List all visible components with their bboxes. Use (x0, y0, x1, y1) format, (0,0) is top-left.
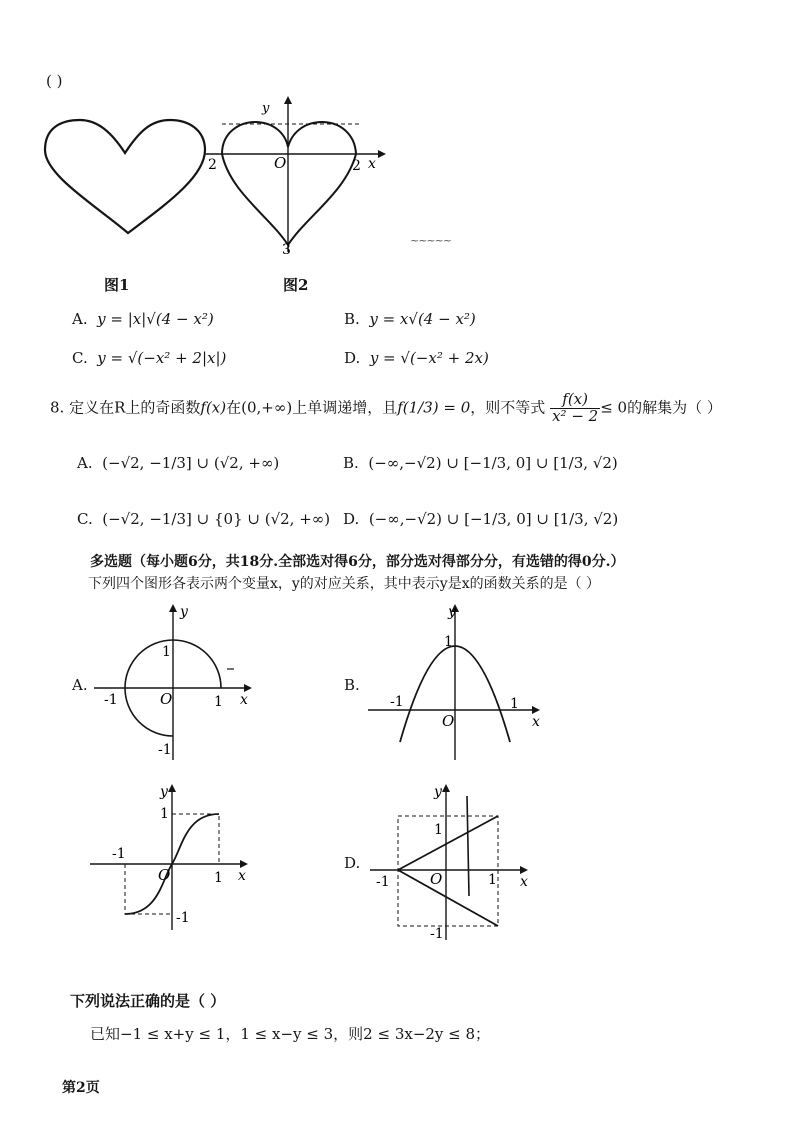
q8-option-b: B. (−∞,−√2) ∪ [−1/3, 0] ∪ [1/3, √2) (343, 454, 618, 472)
fig2-left-label: 2 (208, 157, 217, 173)
y-axis-arrow (284, 96, 292, 104)
graph-c-bottom: -1 (176, 910, 190, 926)
graph-d-x-arrow (520, 866, 528, 874)
q9-stem: 下列四个图形各表示两个变量x，y的对应关系，其中表示y是x的函数关系的是（ ） (88, 576, 601, 592)
graph-c-x-label: x (238, 868, 246, 884)
graph-d-vertical-mark (467, 796, 469, 896)
graph-a-origin: O (160, 690, 173, 708)
graph-d-dashed-box (398, 816, 498, 926)
graph-a-neg-one: -1 (104, 692, 118, 708)
heart-curve (45, 120, 205, 233)
graph-b-one: 1 (510, 696, 519, 712)
fig1-heart (40, 115, 210, 245)
q7-option-a: A. y = |x|√(4 − x²) (72, 310, 214, 328)
page-number: 第2页 (62, 1080, 100, 1096)
graph-a-x-arrow (244, 684, 252, 692)
fig2-caption: 图2 (283, 276, 309, 294)
graph-d-y-arrow (442, 784, 450, 792)
q7-option-c: C. y = √(−x² + 2|x|) (72, 349, 227, 367)
q8-option-c: C. (−√2, −1/3] ∪ {0} ∪ (√2, +∞) (77, 510, 331, 528)
q10-stem: 下列说法正确的是（ ） (70, 992, 226, 1010)
graph-d-origin: O (430, 870, 443, 888)
q10-statement-1: 已知−1 ≤ x+y ≤ 1，1 ≤ x−y ≤ 3，则2 ≤ 3x−2y ≤ 8； (90, 1025, 491, 1043)
graph-b-top: 1 (444, 634, 453, 650)
fig2-origin-label: O (274, 154, 287, 172)
fig2-heart-axes (200, 92, 390, 262)
q8-option-a: A. (−√2, −1/3] ∪ (√2, +∞) (77, 454, 280, 472)
q9-graph-d (368, 780, 538, 945)
graph-b-y-label: y (448, 604, 456, 620)
graph-a-top: 1 (162, 644, 171, 660)
graph-d-lower-line (398, 870, 498, 926)
fig2-bottom-label: 3 (282, 242, 291, 258)
graph-d-y-label: y (434, 784, 442, 800)
graph-d-upper-line (398, 816, 498, 870)
fig1-caption: 图1 (104, 276, 130, 294)
q7-option-d: D. y = √(−x² + 2x) (344, 349, 489, 367)
q9-graph-d-letter: D. (344, 854, 361, 872)
q9-graph-b (366, 600, 550, 768)
graph-c-one: 1 (214, 870, 223, 886)
graph-d-neg-one: -1 (376, 874, 390, 890)
q9-graph-c (88, 780, 258, 940)
graph-d-one: 1 (488, 872, 497, 888)
q9-graph-b-letter: B. (344, 676, 360, 694)
q9-graph-a-letter: A. (72, 676, 88, 694)
graph-a-bottom: -1 (158, 742, 172, 758)
graph-a-upper-right-arc (173, 640, 221, 688)
lower-curve (222, 154, 356, 245)
graph-a-one: 1 (214, 694, 223, 710)
graph-b-neg-one: -1 (390, 694, 404, 710)
graph-c-top: 1 (160, 806, 169, 822)
q7-answer-paren: ( ) (46, 72, 63, 90)
q7-option-b: B. y = x√(4 − x²) (344, 310, 476, 328)
graph-b-x-arrow (532, 706, 540, 714)
graph-b-origin: O (442, 712, 455, 730)
graph-c-origin: O (158, 866, 171, 884)
graph-d-x-label: x (520, 874, 528, 890)
fig2-x-label: x (368, 156, 376, 172)
graph-d-top: 1 (434, 822, 443, 838)
q9-graph-a (92, 600, 262, 768)
graph-a-y-arrow (169, 604, 177, 612)
graph-c-y-label: y (160, 784, 168, 800)
section-title: 多选题（每小题6分，共18分.全部选对得6分，部分选对得部分分，有选错的得0分.） (90, 554, 625, 570)
upper-curve (222, 122, 356, 154)
graph-c-y-arrow (168, 784, 176, 792)
q8-stem: 8. 定义在R上的奇函数f(x)在(0,+∞)上单调递增，且f(1/3) = 0，则不等式 $\frac{f(x)}{\text{x² − 2}}$ ≤ 0的解集为（ ） (50, 390, 722, 425)
q8-inequality-fraction: $\frac{f(x)}{\text{x² − 2}}$ (552, 390, 599, 425)
graph-c-neg-one: -1 (112, 846, 126, 862)
fig2-right-label: 2 (352, 158, 361, 174)
graph-c-x-arrow (240, 860, 248, 868)
watermark: ~~~~~ (410, 234, 452, 247)
graph-a-y-label: y (180, 604, 188, 620)
x-axis-arrow (378, 150, 386, 158)
graph-a-x-label: x (240, 692, 248, 708)
graph-b-x-label: x (532, 714, 540, 730)
fig2-y-label: y (262, 101, 270, 116)
graph-d-bottom: -1 (430, 926, 444, 942)
q8-option-d: D. (−∞,−√2) ∪ [−1/3, 0] ∪ [1/3, √2) (343, 510, 619, 528)
